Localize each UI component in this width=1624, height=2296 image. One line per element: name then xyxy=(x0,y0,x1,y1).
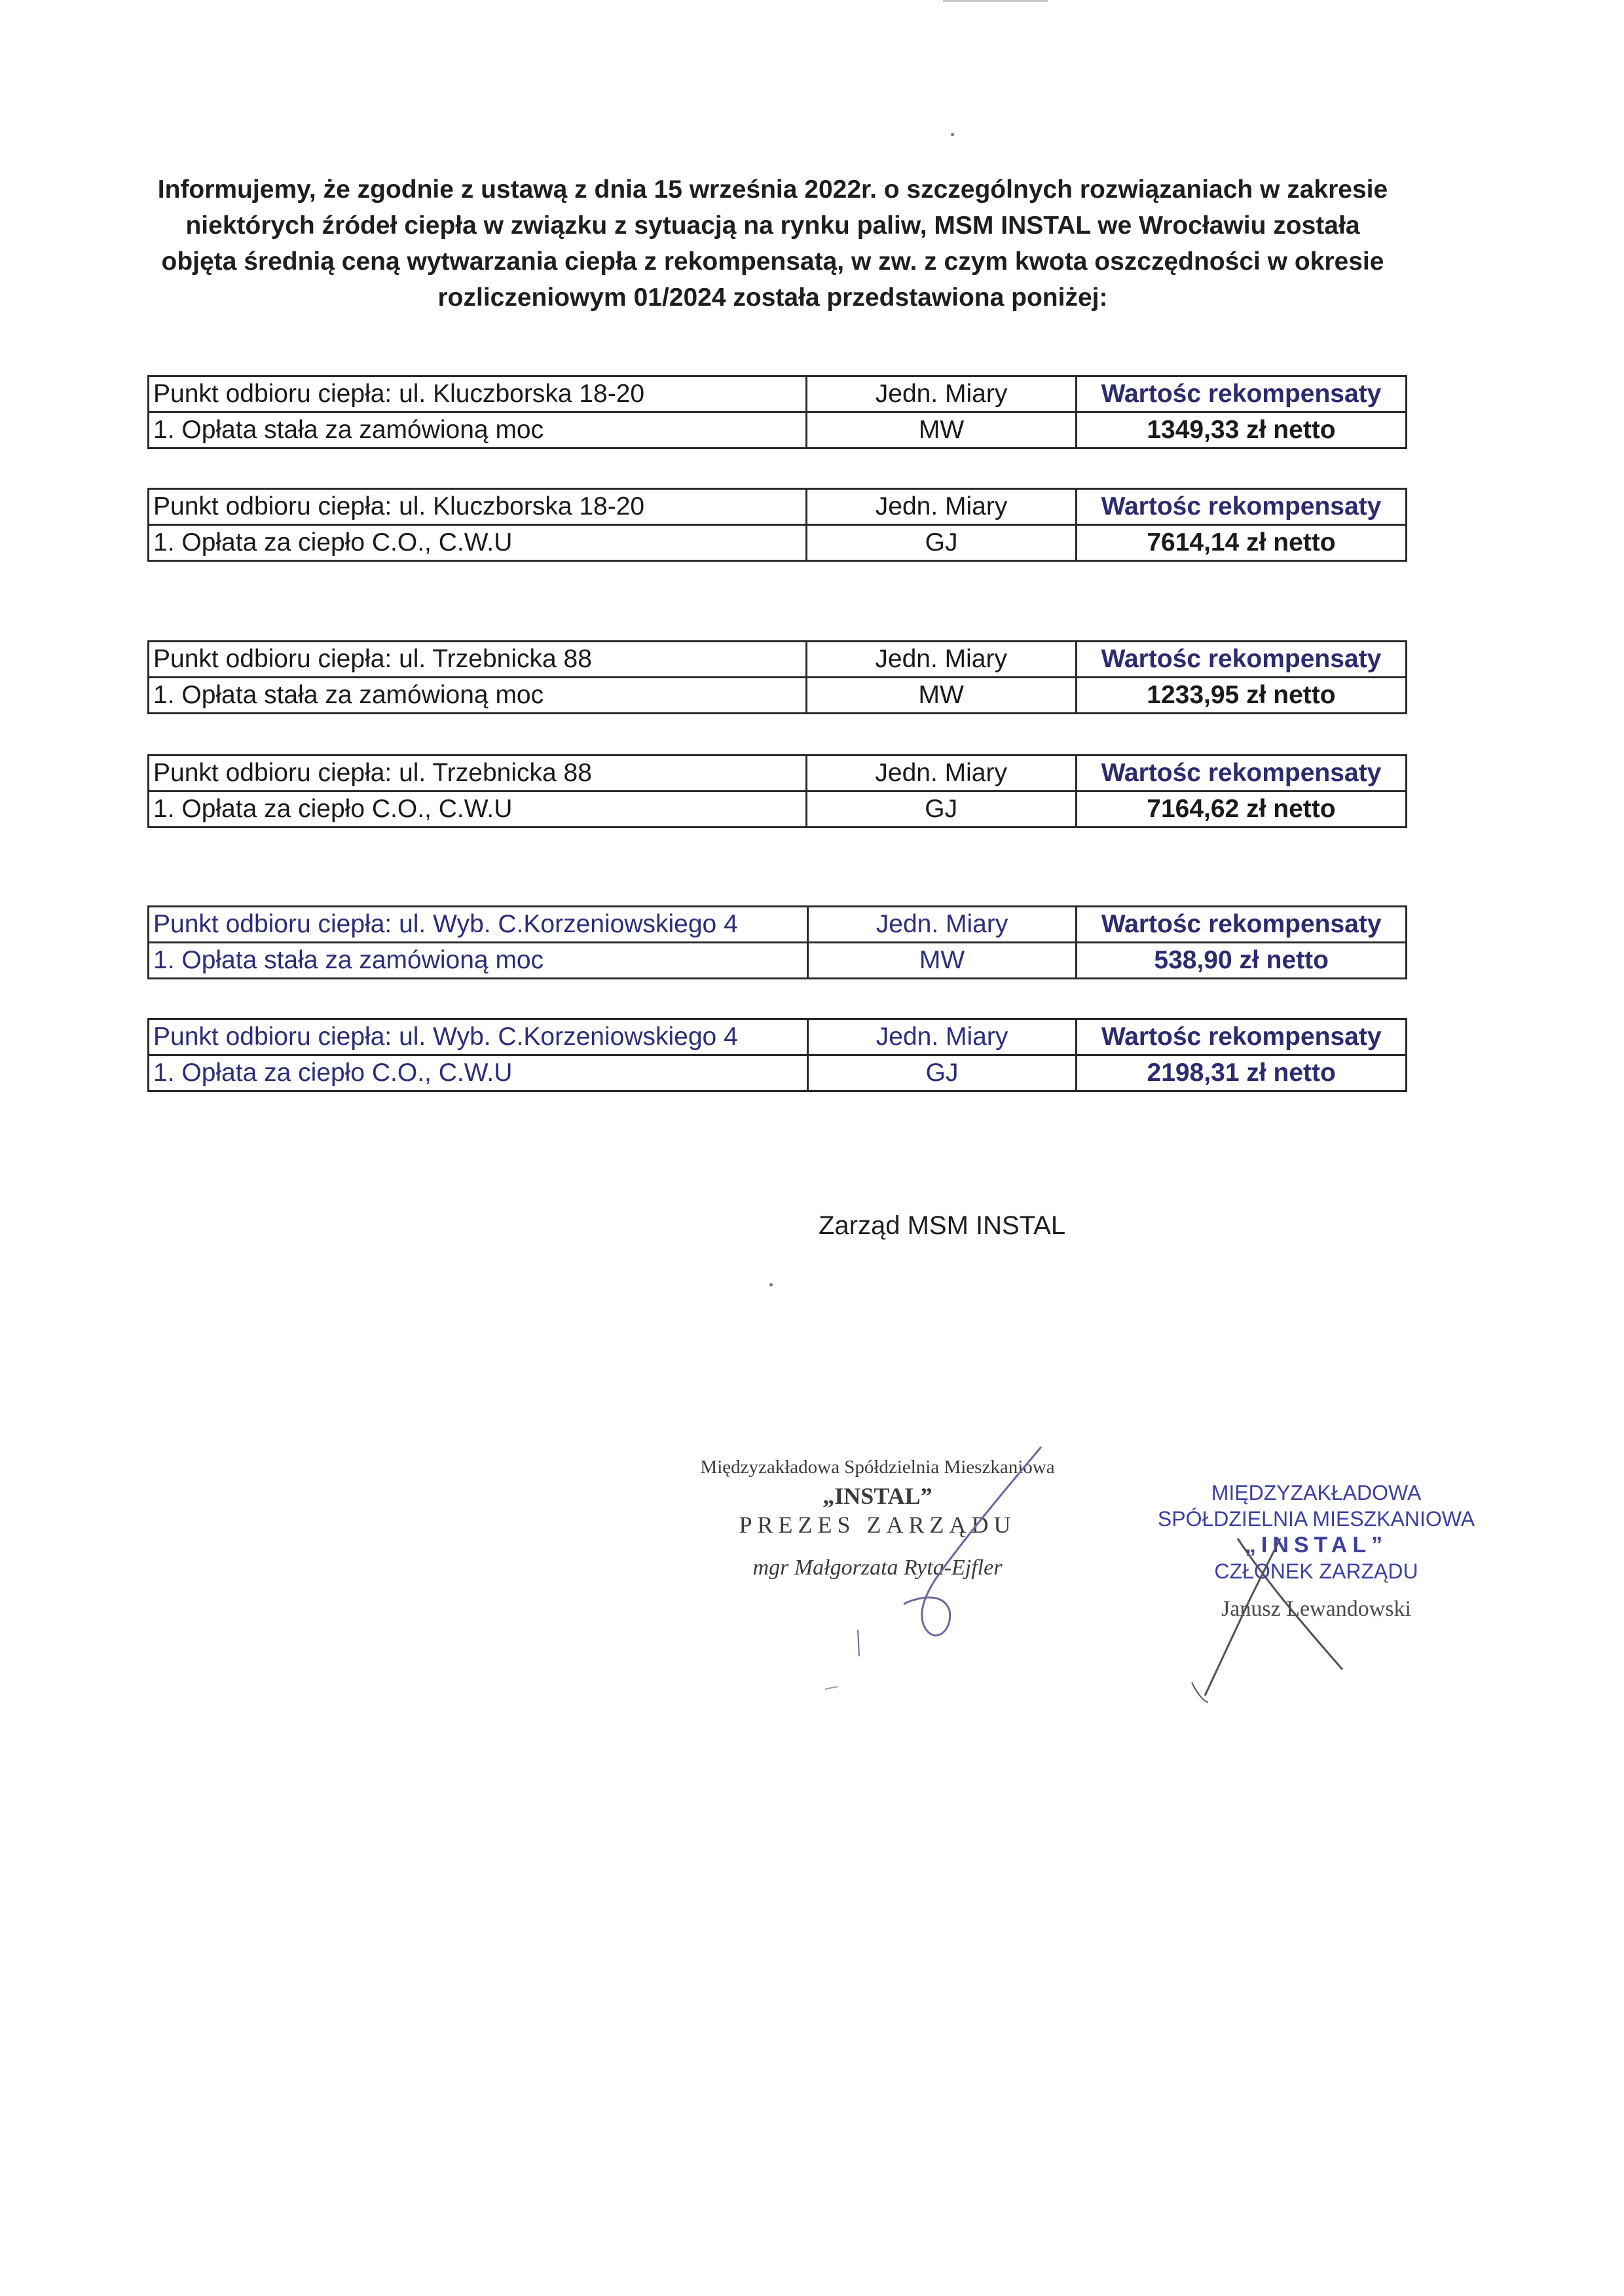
point-cell: Punkt odbioru ciepła: ul. Kluczborska 18-20 xyxy=(149,489,807,525)
table-row xyxy=(149,792,1407,828)
value-cell: 1233,95 zł netto xyxy=(1076,678,1406,714)
unit-header-cell: Jedn. Miary xyxy=(806,756,1076,792)
unit-cell: GJ xyxy=(807,525,1077,561)
item-cell: 1. Opłata stała za zamówioną moc xyxy=(149,943,808,979)
stamp-person: Janusz Lewandowski xyxy=(1221,1597,1411,1621)
table-row xyxy=(149,1055,1407,1091)
item-cell: 1. Opłata stała za zamówioną moc xyxy=(149,412,807,448)
stamp-brand: „INSTAL” xyxy=(1244,1533,1388,1558)
stamp-person: mgr Małgorzata Ryta-Ejfler xyxy=(752,1556,1003,1580)
table-row xyxy=(149,525,1407,561)
compensation-table-4 xyxy=(147,754,1407,828)
table-header-row xyxy=(149,756,1407,792)
table-row xyxy=(149,678,1407,714)
value-header-cell: Wartośc rekompensaty xyxy=(1076,489,1406,525)
table-header-row xyxy=(149,376,1407,412)
item-cell: 1. Opłata za ciepło C.O., C.W.U xyxy=(149,1055,808,1091)
intro-paragraph: Informujemy, że zgodnie z ustawą z dnia 15 września 2022r. o szczególnych rozwiązaniach w zakresie niektórych źródeł ciepła w związku z sytuacją na rynku paliw, MSM INSTAL we Wrocławiu została objęta średnią ceną wytwarzania ciepła z rekompensatą, w zw. z czym kwota oszczędności w okresie rozliczeniowym 01/2024 została przedstawiona poniżej: xyxy=(157,175,1388,312)
president-signature xyxy=(838,1434,1061,1709)
point-cell: Punkt odbioru ciepła: ul. Kluczborska 18-20 xyxy=(149,376,807,412)
board-member-signature xyxy=(1198,1486,1369,1709)
table-header-row xyxy=(149,907,1407,943)
value-cell: 1349,33 zł netto xyxy=(1076,412,1406,448)
value-header-cell: Wartośc rekompensaty xyxy=(1076,756,1406,792)
point-cell: Punkt odbioru ciepła: ul. Wyb. C.Korzeniowskiego 4 xyxy=(149,907,808,943)
value-cell: 538,90 zł netto xyxy=(1077,943,1407,979)
stamp-org-name: Międzyzakładowa Spółdzielnia Mieszkaniowa xyxy=(700,1457,1055,1478)
point-cell: Punkt odbioru ciepła: ul. Trzebnicka 88 xyxy=(149,642,807,678)
table-header-row xyxy=(149,1019,1407,1055)
item-cell: 1. Opłata stała za zamówioną moc xyxy=(149,678,807,714)
value-cell: 2198,31 zł netto xyxy=(1077,1055,1407,1091)
table-row xyxy=(149,943,1407,979)
stamp-org-name-line2: SPÓŁDZIELNIA MIESZKANIOWA xyxy=(1157,1507,1475,1531)
stamp-role: PREZES ZARZĄDU xyxy=(739,1512,1016,1538)
unit-cell: MW xyxy=(806,678,1076,714)
value-header-cell: Wartośc rekompensaty xyxy=(1077,907,1407,943)
compensation-table-3 xyxy=(147,640,1407,714)
compensation-table-1 xyxy=(147,375,1407,449)
table-row xyxy=(149,412,1407,448)
unit-header-cell: Jedn. Miary xyxy=(806,642,1076,678)
unit-cell: GJ xyxy=(806,792,1076,828)
unit-header-cell: Jedn. Miary xyxy=(807,489,1077,525)
value-header-cell: Wartośc rekompensaty xyxy=(1076,376,1406,412)
unit-header-cell: Jedn. Miary xyxy=(807,376,1077,412)
unit-header-cell: Jedn. Miary xyxy=(807,1019,1077,1055)
point-cell: Punkt odbioru ciepła: ul. Trzebnicka 88 xyxy=(149,756,807,792)
unit-cell: MW xyxy=(807,412,1077,448)
point-cell: Punkt odbioru ciepła: ul. Wyb. C.Korzeniowskiego 4 xyxy=(149,1019,808,1055)
table-header-row xyxy=(149,489,1407,525)
compensation-table-2 xyxy=(147,488,1407,562)
value-cell: 7164,62 zł netto xyxy=(1076,792,1406,828)
value-header-cell: Wartośc rekompensaty xyxy=(1077,1019,1407,1055)
compensation-table-6 xyxy=(147,1018,1407,1092)
value-header-cell: Wartośc rekompensaty xyxy=(1076,642,1406,678)
value-cell: 7614,14 zł netto xyxy=(1076,525,1406,561)
scan-artifact-line xyxy=(943,0,1048,2)
scan-artifact-dot xyxy=(769,1283,773,1286)
item-cell: 1. Opłata za ciepło C.O., C.W.U xyxy=(149,525,807,561)
unit-cell: MW xyxy=(807,943,1077,979)
compensation-table-5 xyxy=(147,905,1407,979)
stamp-brand: „INSTAL” xyxy=(822,1483,932,1509)
table-header-row xyxy=(149,642,1407,678)
board-signature-label: Zarząd MSM INSTAL xyxy=(819,1211,1066,1240)
stamp-org-name-line1: MIĘDZYZAKŁADOWA xyxy=(1211,1481,1422,1504)
unit-cell: GJ xyxy=(807,1055,1077,1091)
scan-artifact-dot xyxy=(951,133,954,136)
stamp-role: CZŁONEK ZARZĄDU xyxy=(1214,1559,1418,1583)
item-cell: 1. Opłata za ciepło C.O., C.W.U xyxy=(149,792,807,828)
unit-header-cell: Jedn. Miary xyxy=(807,907,1077,943)
